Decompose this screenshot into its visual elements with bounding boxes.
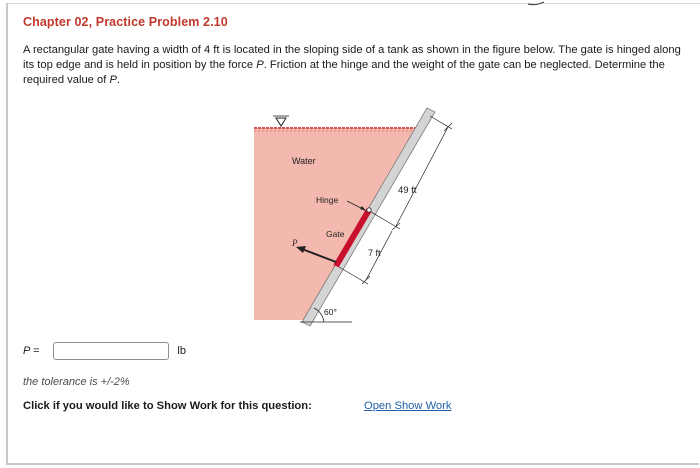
statement-part-1: A rectangular gate having a width of 4 ft is located in the sloping side of a tank as shown in the figure below. The gate is hinged along its top edge and is held in position by the force (23, 44, 681, 71)
water-label: Water (292, 156, 316, 166)
problem-title: Chapter 02, Practice Problem 2.10 (23, 15, 228, 29)
hinge (367, 208, 371, 212)
statement-part-2: . Friction at the hinge and the weight of the gate can be neglected. Determine the required value of (23, 59, 665, 86)
dim-ext-gate-bottom (339, 267, 368, 284)
dim-tick-mid (392, 223, 400, 230)
dim-long-label: 49 ft (398, 185, 417, 196)
free-surface-symbol (276, 118, 286, 126)
answer-unit: lb (177, 345, 186, 357)
answer-label: P = (23, 345, 40, 357)
statement-end: . (116, 74, 121, 86)
tank-figure (240, 100, 480, 332)
hinge-label: Hinge (316, 195, 339, 205)
show-work-prompt: Click if you would like to Show Work for this question: (23, 400, 312, 412)
answer-row (23, 340, 186, 362)
force-symbol: P (256, 59, 264, 71)
dim-gate-label: 7 ft (368, 248, 381, 258)
force-label: P (292, 238, 298, 248)
problem-statement (23, 43, 688, 88)
tolerance-note: the tolerance is +/-2% (23, 376, 130, 388)
force-symbol-2: P (109, 74, 117, 86)
dim-ext-top (430, 116, 452, 129)
gate-label: Gate (326, 229, 345, 239)
angle-label: 60° (324, 307, 337, 317)
answer-input[interactable] (53, 342, 169, 360)
dim-tick-top (444, 123, 452, 131)
water-region (254, 128, 420, 320)
open-show-work-link[interactable]: Open Show Work (364, 400, 452, 412)
